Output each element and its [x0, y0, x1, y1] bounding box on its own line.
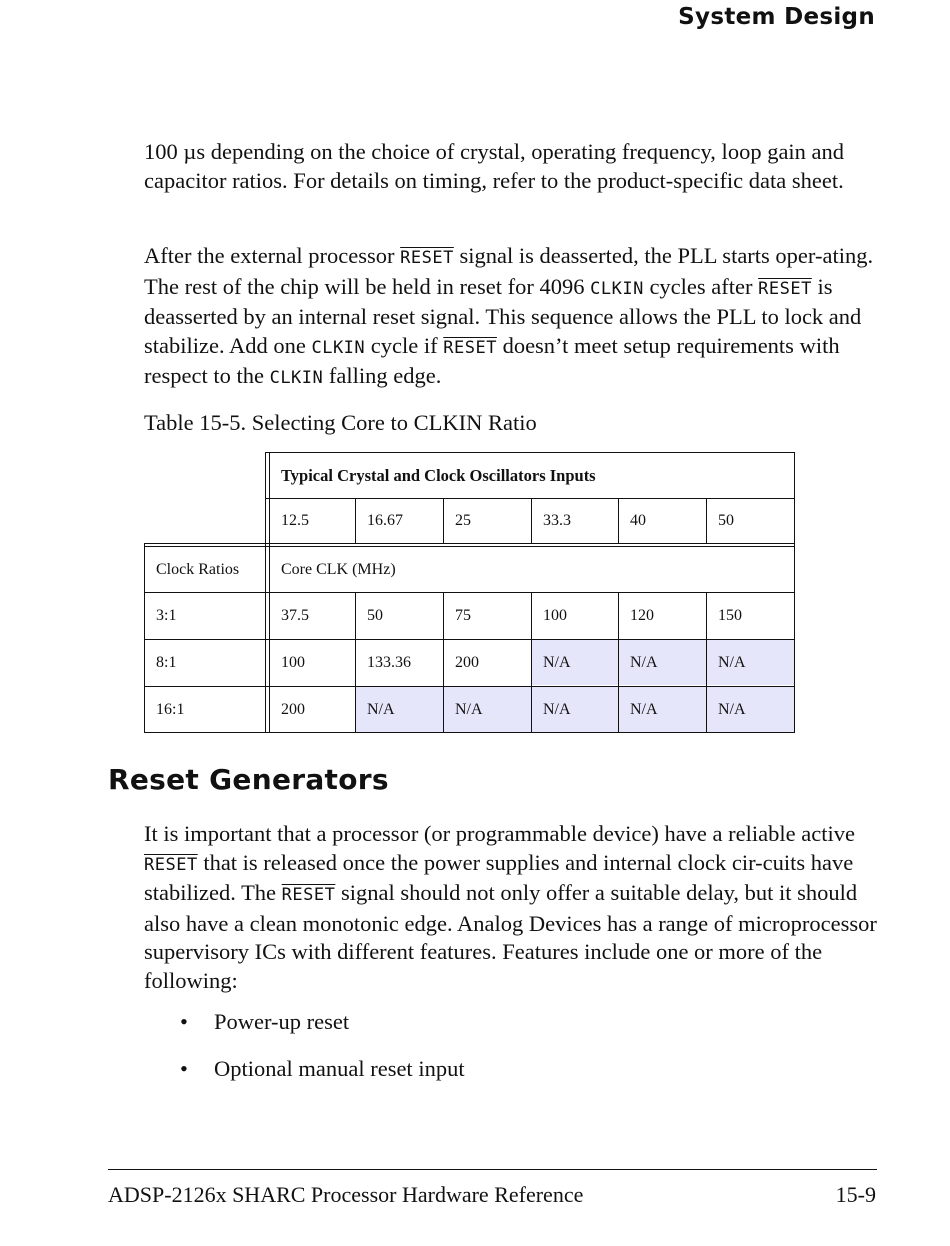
signal-reset: RESET: [281, 885, 336, 905]
footer-title: ADSP-2126x SHARC Processor Hardware Reference: [108, 1182, 584, 1207]
clock-ratio-table: [144, 452, 795, 733]
text-run: After the external processor: [144, 243, 401, 268]
input-freq-cell: 40: [630, 512, 646, 529]
table-rule: [265, 452, 266, 733]
signal-reset: RESET: [400, 248, 454, 268]
input-freq-cell: 16.67: [367, 512, 403, 529]
running-header: System Design: [678, 4, 875, 30]
core-clk-label: Core CLK (MHz): [281, 560, 396, 578]
core-clk-cell: 150: [718, 607, 742, 624]
table-group-header: Typical Crystal and Clock Oscillators Inputs: [281, 465, 596, 485]
core-clk-cell: 120: [630, 607, 654, 624]
text-run: is deasserted by an internal reset signal. This sequence allows the PLL to lock and stabilize. Add one: [144, 273, 862, 358]
bullet-icon: •: [180, 1009, 188, 1034]
signal-reset: RESET: [758, 278, 812, 299]
core-clk-cell: 133.36: [367, 654, 411, 671]
ratio-cell: 16:1: [156, 700, 185, 718]
core-clk-cell: N/A: [630, 700, 658, 718]
core-clk-cell: N/A: [718, 700, 746, 718]
footer-rule: [108, 1169, 877, 1170]
text-run: It is important that a processor (or programmable device) have a reliable active: [144, 821, 855, 846]
list-item: Optional manual reset input: [214, 1056, 465, 1081]
core-clk-cell: N/A: [367, 700, 395, 718]
input-freq-cell: 33.3: [543, 512, 571, 529]
core-clk-cell: 37.5: [281, 607, 309, 624]
text-run: that is released once the power supplies and internal clock cir-cuits have stabilized. The: [144, 849, 854, 905]
core-clk-cell: N/A: [543, 700, 571, 718]
text-run: cycle if: [365, 332, 444, 358]
ratio-cell: 8:1: [156, 654, 177, 671]
signal-reset: RESET: [144, 854, 198, 875]
core-clk-cell: N/A: [455, 700, 483, 718]
core-clk-cell: 100: [543, 607, 567, 624]
core-clk-cell: N/A: [718, 654, 746, 671]
signal-reset: RESET: [443, 337, 497, 358]
text-run: cycles after: [643, 273, 759, 299]
paragraph-pll-reset: [144, 242, 879, 393]
core-clk-cell: 75: [455, 607, 471, 624]
input-freq-cell: 12.5: [281, 512, 309, 529]
table-caption: Table 15-5. Selecting Core to CLKIN Ratio: [144, 410, 537, 435]
section-heading: Reset Generators: [108, 763, 389, 796]
table-rule: [144, 543, 795, 544]
core-clk-cell: 100: [281, 654, 305, 671]
input-freq-cell: 50: [718, 512, 734, 529]
core-clk-cell: 200: [281, 700, 305, 718]
table-rule: [144, 732, 795, 733]
ratio-cell: 3:1: [156, 607, 177, 624]
core-clk-cell: 200: [455, 654, 479, 671]
text-run: signal is deasserted, the PLL starts oper-ating. The rest of the chip will be held in reset for 4096: [144, 243, 874, 299]
text-run: falling edge.: [323, 363, 442, 388]
page-number: 15-9: [835, 1182, 876, 1207]
input-freq-cell: 25: [455, 512, 471, 529]
core-clk-cell: N/A: [543, 654, 571, 671]
paragraph-timing: 100 µs depending on the choice of crystal, operating frequency, loop gain and capacitor ratios. For details on timing, refer to the product-specific data sheet.: [144, 139, 845, 193]
signal-clkin: CLKIN: [311, 337, 366, 358]
text-run: signal should not only offer a suitable delay, but it should also have a clean monotonic edge. Analog Devices has a range of microprocessor supervisory ICs with different features. Features include one or more of the following:: [144, 880, 877, 993]
signal-clkin: CLKIN: [590, 278, 644, 299]
bullet-icon: •: [180, 1056, 188, 1081]
paragraph-reset-generators: [144, 820, 879, 995]
text-run: doesn’t meet setup requirements with respect to the: [144, 332, 840, 388]
core-clk-cell: N/A: [630, 654, 658, 671]
row-header-label: Clock Ratios: [156, 560, 240, 578]
list-item: Power-up reset: [214, 1009, 350, 1034]
core-clk-cell: 50: [367, 607, 383, 624]
signal-clkin: CLKIN: [269, 368, 324, 388]
table-rule: [794, 452, 795, 733]
